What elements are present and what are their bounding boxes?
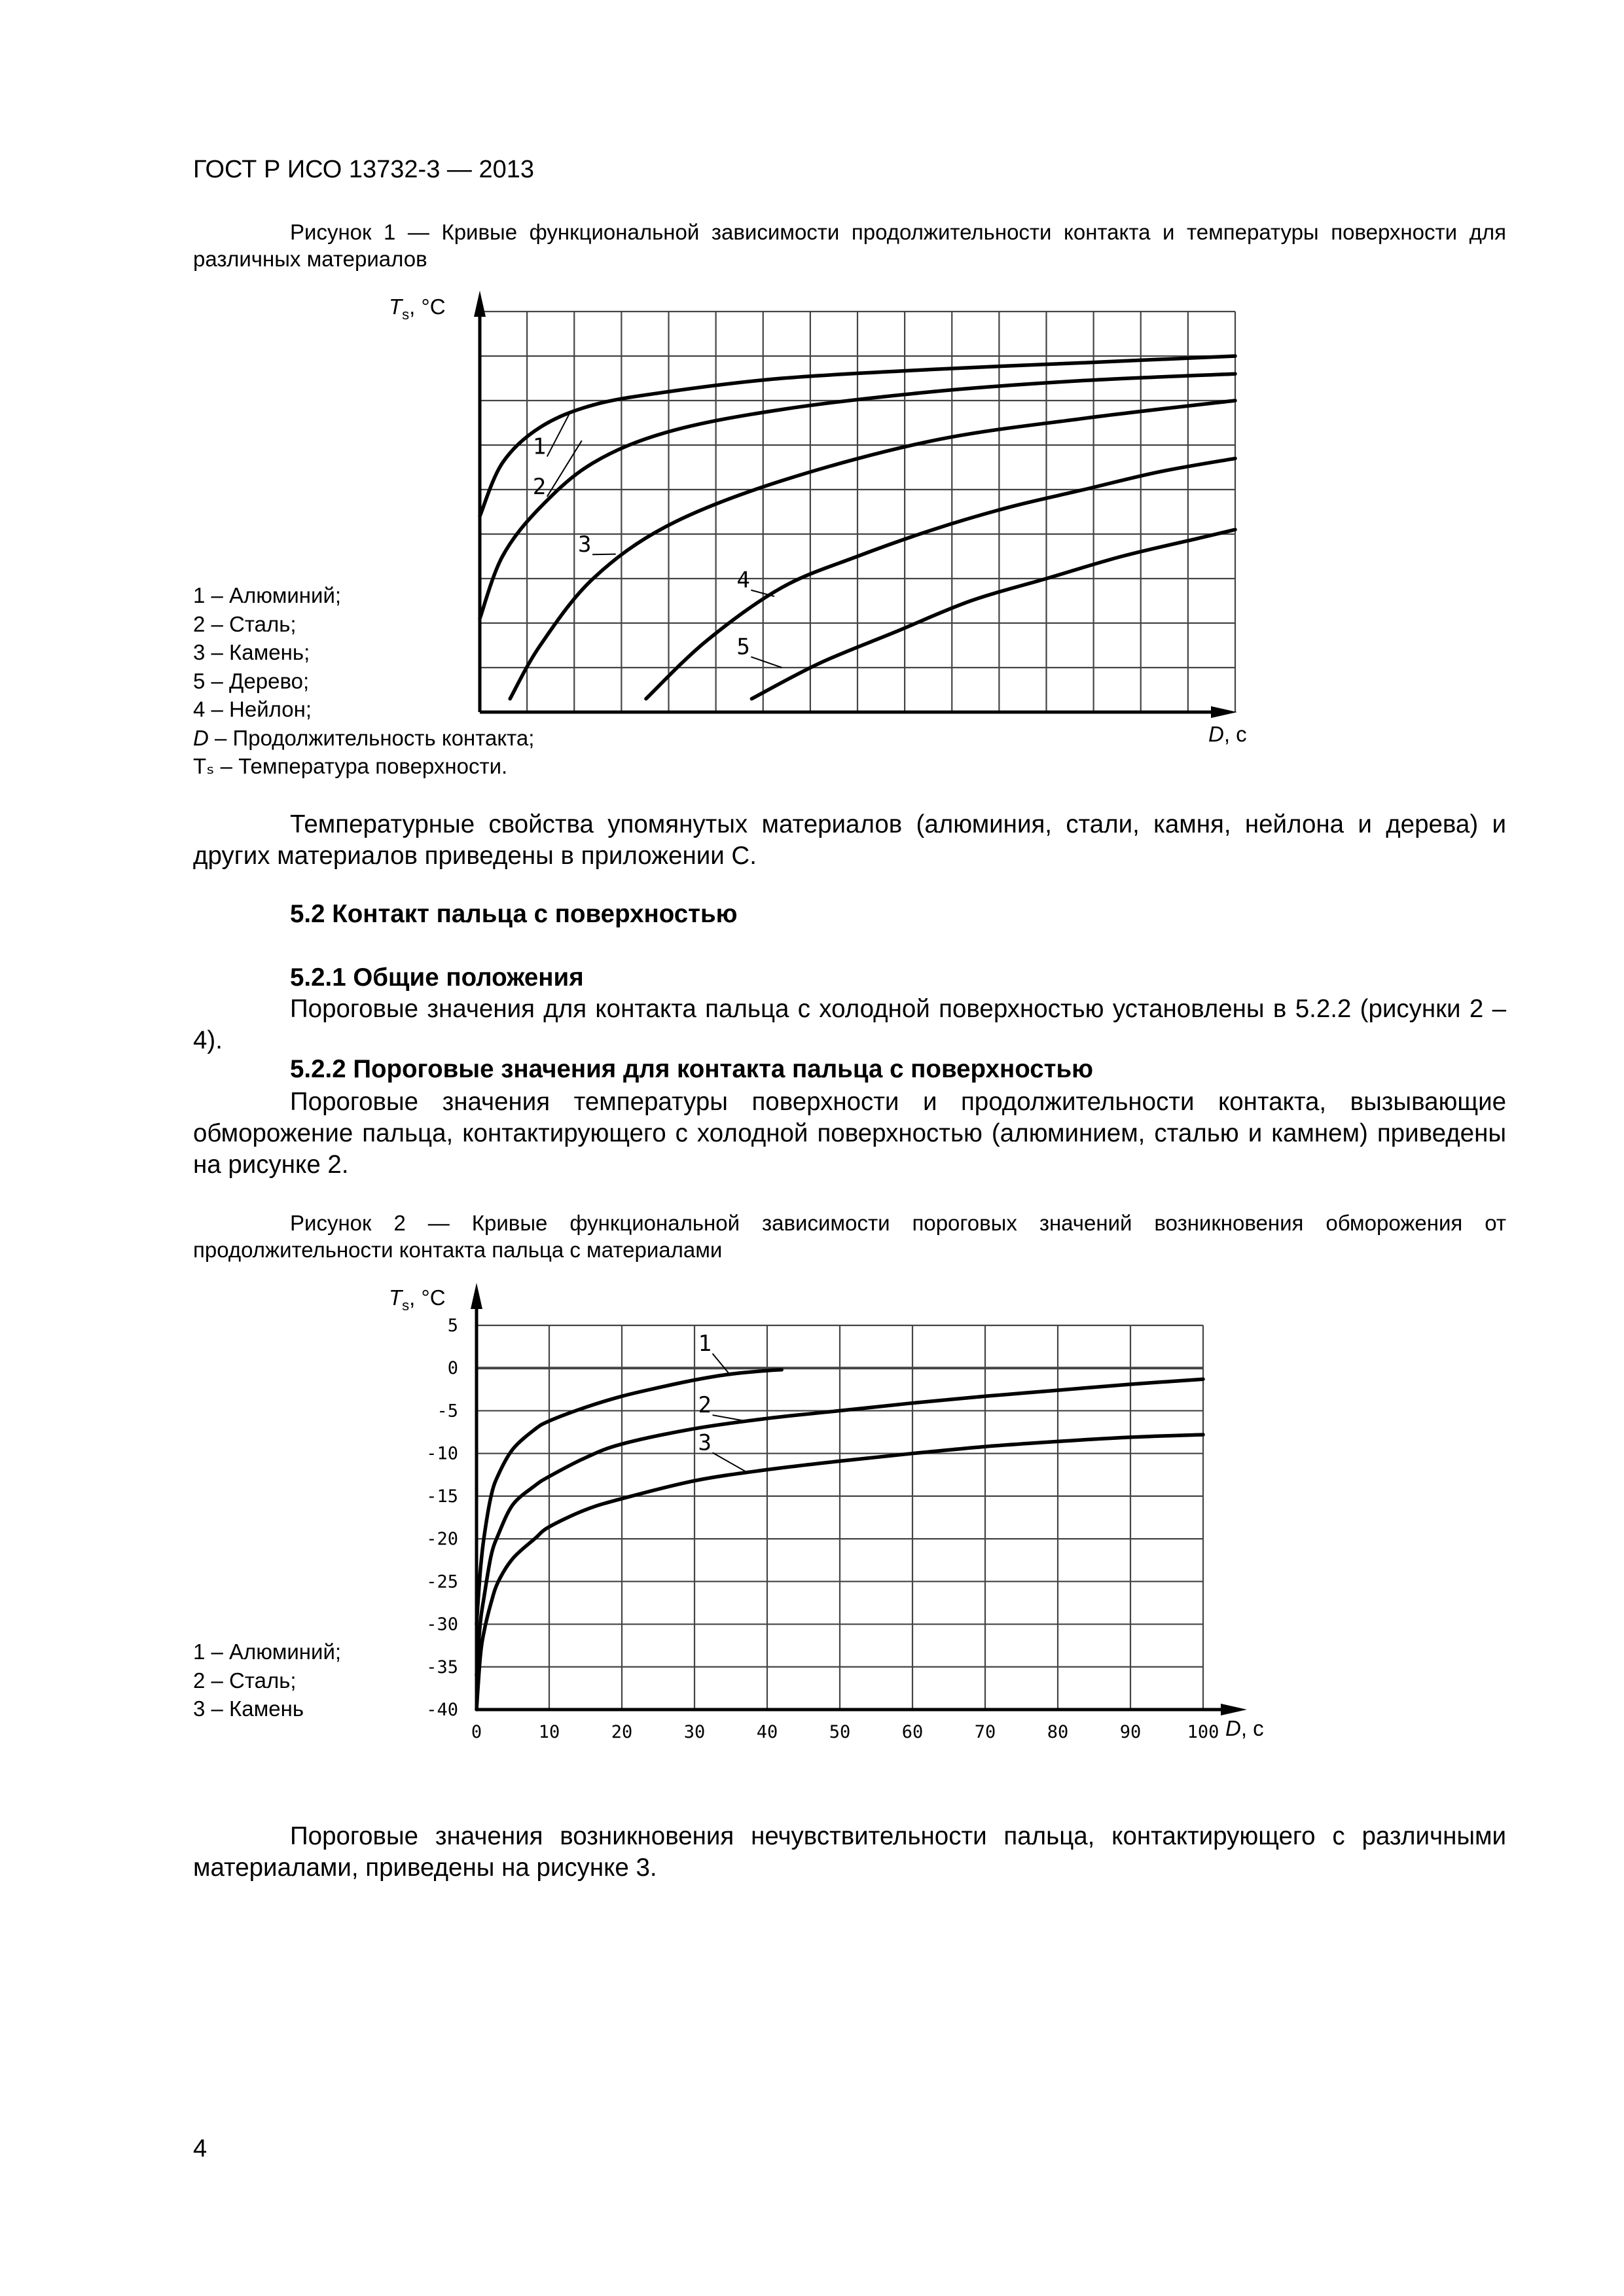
page-number: 4 [193, 2135, 208, 2162]
figure2-curve-leader-1 [713, 1354, 731, 1376]
figure1-curve-label-5: 5 [736, 634, 750, 660]
figure2-legend-item: 2 – Сталь; [193, 1668, 297, 1693]
figure2-x-tick-label: 40 [756, 1722, 778, 1742]
section-5-2-heading: 5.2 Контакт пальца с поверхностью [290, 900, 738, 928]
figure2-x-tick-label: 50 [829, 1722, 851, 1742]
figure1-y-axis-arrow [474, 291, 486, 317]
figure2-x-tick-label: 10 [538, 1722, 560, 1742]
section-5-2-1-heading: 5.2.1 Общие положения [290, 963, 584, 992]
section-5-2-2-heading: 5.2.2 Пороговые значения для контакта пальца с поверхностью [290, 1055, 1094, 1083]
figure2-y-tick-label: -15 [426, 1486, 458, 1507]
figure2-x-tick-label: 90 [1119, 1722, 1142, 1742]
figure2-y-tick-label: -30 [426, 1614, 458, 1635]
figure1-legend-item: 5 – Дерево; [193, 668, 310, 693]
figure2-y-tick-label: -10 [426, 1443, 458, 1464]
figure2-x-axis-arrow [1221, 1704, 1247, 1715]
figure1-x-axis-label: D, с [1208, 722, 1247, 746]
figure1-legend-temperature: Tₛ – Температура поверхности. [193, 754, 508, 778]
figure2-x-tick-label: 80 [1047, 1722, 1069, 1742]
figure2-y-tick-label: -25 [426, 1571, 458, 1592]
figure2-curve-labels [698, 1331, 746, 1471]
figure1-legend-duration: D – Продолжительность контакта; [193, 725, 535, 750]
figure1-x-axis-arrow [1211, 706, 1237, 718]
figure2-y-tick-label: 5 [447, 1316, 458, 1336]
figure2-curve-leader-2 [713, 1415, 746, 1421]
paragraph-thermal-properties: Температурные свойства упомянутых материалов (алюминия, стали, камня, нейлона и дерева) и других материалов приведены в приложении С. [193, 810, 1506, 870]
figure2-y-axis-arrow [471, 1283, 482, 1309]
figure1-curve-label-4: 4 [736, 567, 750, 594]
figure2-y-tick-label: 0 [447, 1358, 458, 1379]
document-header: ГОСТ Р ИСО 13732-3 — 2013 [193, 156, 534, 183]
figure1-curve-leader-2 [547, 440, 582, 497]
figure2-y-tick-label: -40 [426, 1700, 458, 1720]
figure1-curve-leader-5 [751, 657, 782, 668]
figure2-curve-leader-3 [713, 1452, 746, 1471]
figure2-legend-item: 3 – Камень [193, 1696, 304, 1721]
figure1-curve-labels [533, 412, 782, 668]
figure2-caption: Рисунок 2 — Кривые функциональной зависимости пороговых значений возникновения обморожения от продолжительности контакта пальца с материалами [193, 1211, 1506, 1262]
figure1-legend [193, 581, 534, 781]
figure2-legend [193, 1638, 341, 1723]
figure1-caption: Рисунок 1 — Кривые функциональной зависимости продолжительности контакта и температуры поверхности для различных материалов [193, 220, 1506, 271]
figure1-legend-item: 4 – Нейлон; [193, 697, 312, 721]
figure2-x-tick-label: 100 [1187, 1722, 1219, 1742]
figure1-y-axis-label: $T_s$, °C [389, 295, 446, 323]
paragraph-numbness-thresholds: Пороговые значения возникновения нечувствительности пальца, контактирующего с различными материалами, приведены на рисунке 3. [193, 1822, 1506, 1882]
figure2-x-tick-label: 60 [901, 1722, 924, 1742]
figure2-grid [477, 1325, 1203, 1710]
figure1-legend-item: 1 – Алюминий; [193, 583, 342, 607]
figure1-curve-label-3: 3 [578, 531, 592, 558]
figure1-curve-label-2: 2 [532, 473, 547, 500]
figure2-x-tick-label: 0 [471, 1722, 482, 1742]
figure1-axes [474, 291, 1237, 718]
figure2-y-tick-label: -20 [426, 1529, 458, 1550]
figure2-x-tick-label: 20 [611, 1722, 633, 1742]
figure1-legend-item: 2 – Сталь; [193, 611, 297, 636]
figure2-x-axis-label: D, с [1225, 1716, 1264, 1740]
figure2-curve-label-1: 1 [698, 1331, 712, 1357]
figure1-curve-leader-3 [592, 554, 616, 555]
figure2-x-tick-label: 70 [974, 1722, 996, 1742]
figure2-curve-label-3: 3 [698, 1429, 712, 1456]
figure2-y-tick-label: -5 [437, 1401, 458, 1422]
section-5-2-2-text: Пороговые значения температуры поверхности и продолжительности контакта, вызывающие обморожение пальца, контактирующего с холодной поверхностью (алюминием, сталью и камнем) приведены на рисунке 2. [193, 1088, 1506, 1179]
figure2-curve-label-2: 2 [698, 1392, 712, 1419]
figure1-legend-item: 3 – Камень; [193, 640, 310, 664]
figure2-x-tick-label: 30 [683, 1722, 706, 1742]
section-5-2-1-text: Пороговые значения для контакта пальца с холодной поверхностью установлены в 5.2.2 (рисунки 2 – 4). [193, 995, 1506, 1054]
figure1-curve-5 [751, 529, 1235, 698]
figure2-legend-item: 1 – Алюминий; [193, 1640, 342, 1664]
figure2-y-tick-label: -35 [426, 1657, 458, 1677]
figure1-curve-label-1: 1 [532, 433, 547, 460]
figure2-y-axis-label: $T_s$, °C [389, 1285, 446, 1314]
